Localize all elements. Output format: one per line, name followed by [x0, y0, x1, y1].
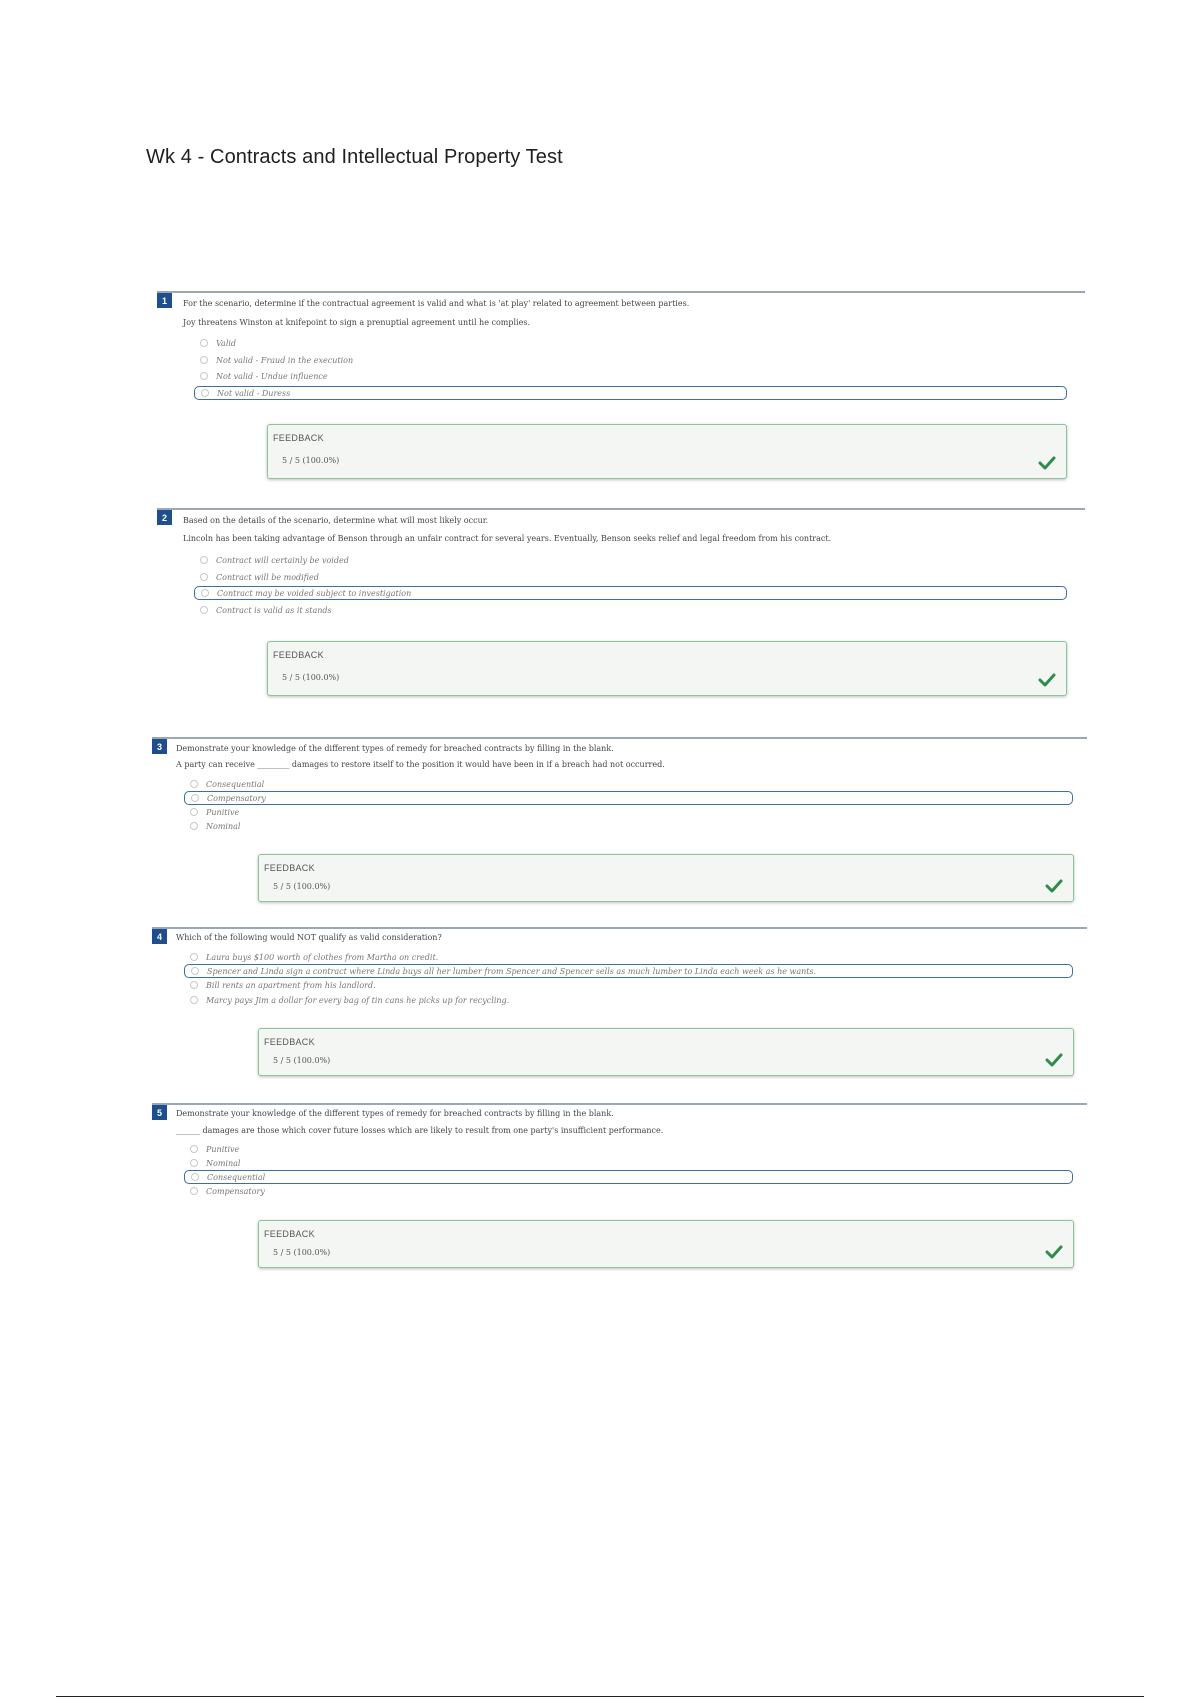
radio-button[interactable] [200, 573, 208, 581]
radio-button[interactable] [200, 356, 208, 364]
question-prompt: Demonstrate your knowledge of the different types of remedy for breached contracts by filling in the blank. [176, 1109, 614, 1118]
radio-button[interactable] [190, 1159, 198, 1167]
question-4 [152, 927, 1087, 1082]
answer-option-selected[interactable]: Not valid - Duress [194, 386, 1067, 400]
feedback-label: FEEDBACK [273, 650, 324, 660]
radio-button[interactable] [190, 981, 198, 989]
answer-option-selected[interactable]: Spencer and Linda sign a contract where Linda buys all her lumber from Spencer and Spencer sells as much lumber to Linda each week as he wants. [184, 964, 1073, 978]
question-number: 4 [152, 929, 167, 944]
question-number: 3 [152, 739, 167, 754]
radio-button[interactable] [190, 780, 198, 788]
answer-option[interactable]: Compensatory [184, 1184, 265, 1198]
check-icon [1038, 456, 1056, 470]
check-icon [1045, 879, 1063, 893]
question-2 [157, 508, 1085, 698]
answer-option[interactable]: Contract is valid as it stands [194, 603, 332, 617]
question-prompt: For the scenario, determine if the contractual agreement is valid and what is 'at play' related to agreement between parties. [183, 299, 690, 308]
question-divider [157, 291, 1085, 293]
feedback-score: 5 / 5 (100.0%) [273, 1248, 331, 1257]
feedback-score: 5 / 5 (100.0%) [282, 456, 340, 465]
radio-button[interactable] [190, 822, 198, 830]
check-icon [1038, 673, 1056, 687]
radio-button[interactable] [201, 389, 209, 397]
answer-option[interactable]: Nominal [184, 1156, 240, 1170]
answer-option[interactable]: Not valid - Undue influence [194, 369, 328, 383]
question-divider [152, 737, 1087, 739]
radio-button[interactable] [190, 1145, 198, 1153]
question-3 [152, 737, 1087, 907]
answer-option[interactable]: Valid [194, 336, 236, 350]
feedback-score: 5 / 5 (100.0%) [273, 1056, 331, 1065]
answer-option[interactable]: Contract will certainly be voided [194, 553, 349, 567]
feedback-score: 5 / 5 (100.0%) [282, 673, 340, 682]
question-5 [152, 1103, 1087, 1273]
radio-button[interactable] [190, 808, 198, 816]
feedback-box [258, 854, 1074, 902]
radio-button[interactable] [191, 1173, 199, 1181]
radio-button[interactable] [201, 589, 209, 597]
radio-button[interactable] [190, 996, 198, 1004]
answer-option[interactable]: Punitive [184, 805, 239, 819]
feedback-label: FEEDBACK [264, 1037, 315, 1047]
footer-divider [56, 1696, 1144, 1697]
page-title: Wk 4 - Contracts and Intellectual Property Test [146, 146, 563, 168]
answer-option[interactable]: Punitive [184, 1142, 239, 1156]
feedback-box [267, 424, 1067, 479]
check-icon [1045, 1053, 1063, 1067]
feedback-label: FEEDBACK [264, 863, 315, 873]
radio-button[interactable] [200, 556, 208, 564]
radio-button[interactable] [190, 953, 198, 961]
question-scenario: ______ damages are those which cover future losses which are likely to result from one party's insufficient performance. [176, 1126, 664, 1135]
answer-option-selected[interactable]: Contract may be voided subject to investigation [194, 586, 1067, 600]
question-number: 5 [152, 1105, 167, 1120]
radio-button[interactable] [200, 606, 208, 614]
question-number: 1 [157, 293, 172, 308]
radio-button[interactable] [200, 339, 208, 347]
answer-option[interactable]: Consequential [184, 777, 264, 791]
feedback-box [258, 1028, 1074, 1076]
answer-option-selected[interactable]: Compensatory [184, 791, 1073, 805]
check-icon [1045, 1245, 1063, 1259]
feedback-score: 5 / 5 (100.0%) [273, 882, 331, 891]
feedback-label: FEEDBACK [273, 433, 324, 443]
feedback-label: FEEDBACK [264, 1229, 315, 1239]
answer-option[interactable]: Laura buys $100 worth of clothes from Martha on credit. [184, 950, 438, 964]
radio-button[interactable] [200, 372, 208, 380]
question-divider [157, 508, 1085, 510]
question-number: 2 [157, 510, 172, 525]
answer-option[interactable]: Marcy pays Jim a dollar for every bag of tin cans he picks up for recycling. [184, 993, 509, 1007]
question-divider [152, 927, 1087, 929]
question-scenario: A party can receive ________ damages to restore itself to the position it would have been in if a breach had not occurred. [176, 760, 665, 769]
radio-button[interactable] [190, 1187, 198, 1195]
question-prompt: Demonstrate your knowledge of the different types of remedy for breached contracts by filling in the blank. [176, 744, 614, 753]
feedback-box [258, 1220, 1074, 1268]
question-scenario: Lincoln has been taking advantage of Benson through an unfair contract for several years. Eventually, Benson seeks relief and legal freedom from his contract. [183, 534, 832, 543]
question-prompt: Based on the details of the scenario, determine what will most likely occur. [183, 516, 489, 525]
question-scenario: Joy threatens Winston at knifepoint to sign a prenuptial agreement until he complies. [183, 318, 530, 327]
answer-option[interactable]: Contract will be modified [194, 570, 319, 584]
question-divider [152, 1103, 1087, 1105]
radio-button[interactable] [191, 967, 199, 975]
feedback-box [267, 641, 1067, 696]
answer-option[interactable]: Bill rents an apartment from his landlord. [184, 978, 376, 992]
radio-button[interactable] [191, 794, 199, 802]
answer-option[interactable]: Nominal [184, 819, 240, 833]
question-1 [157, 291, 1085, 481]
answer-option-selected[interactable]: Consequential [184, 1170, 1073, 1184]
question-prompt: Which of the following would NOT qualify as valid consideration? [176, 933, 442, 942]
answer-option[interactable]: Not valid - Fraud in the execution [194, 353, 353, 367]
